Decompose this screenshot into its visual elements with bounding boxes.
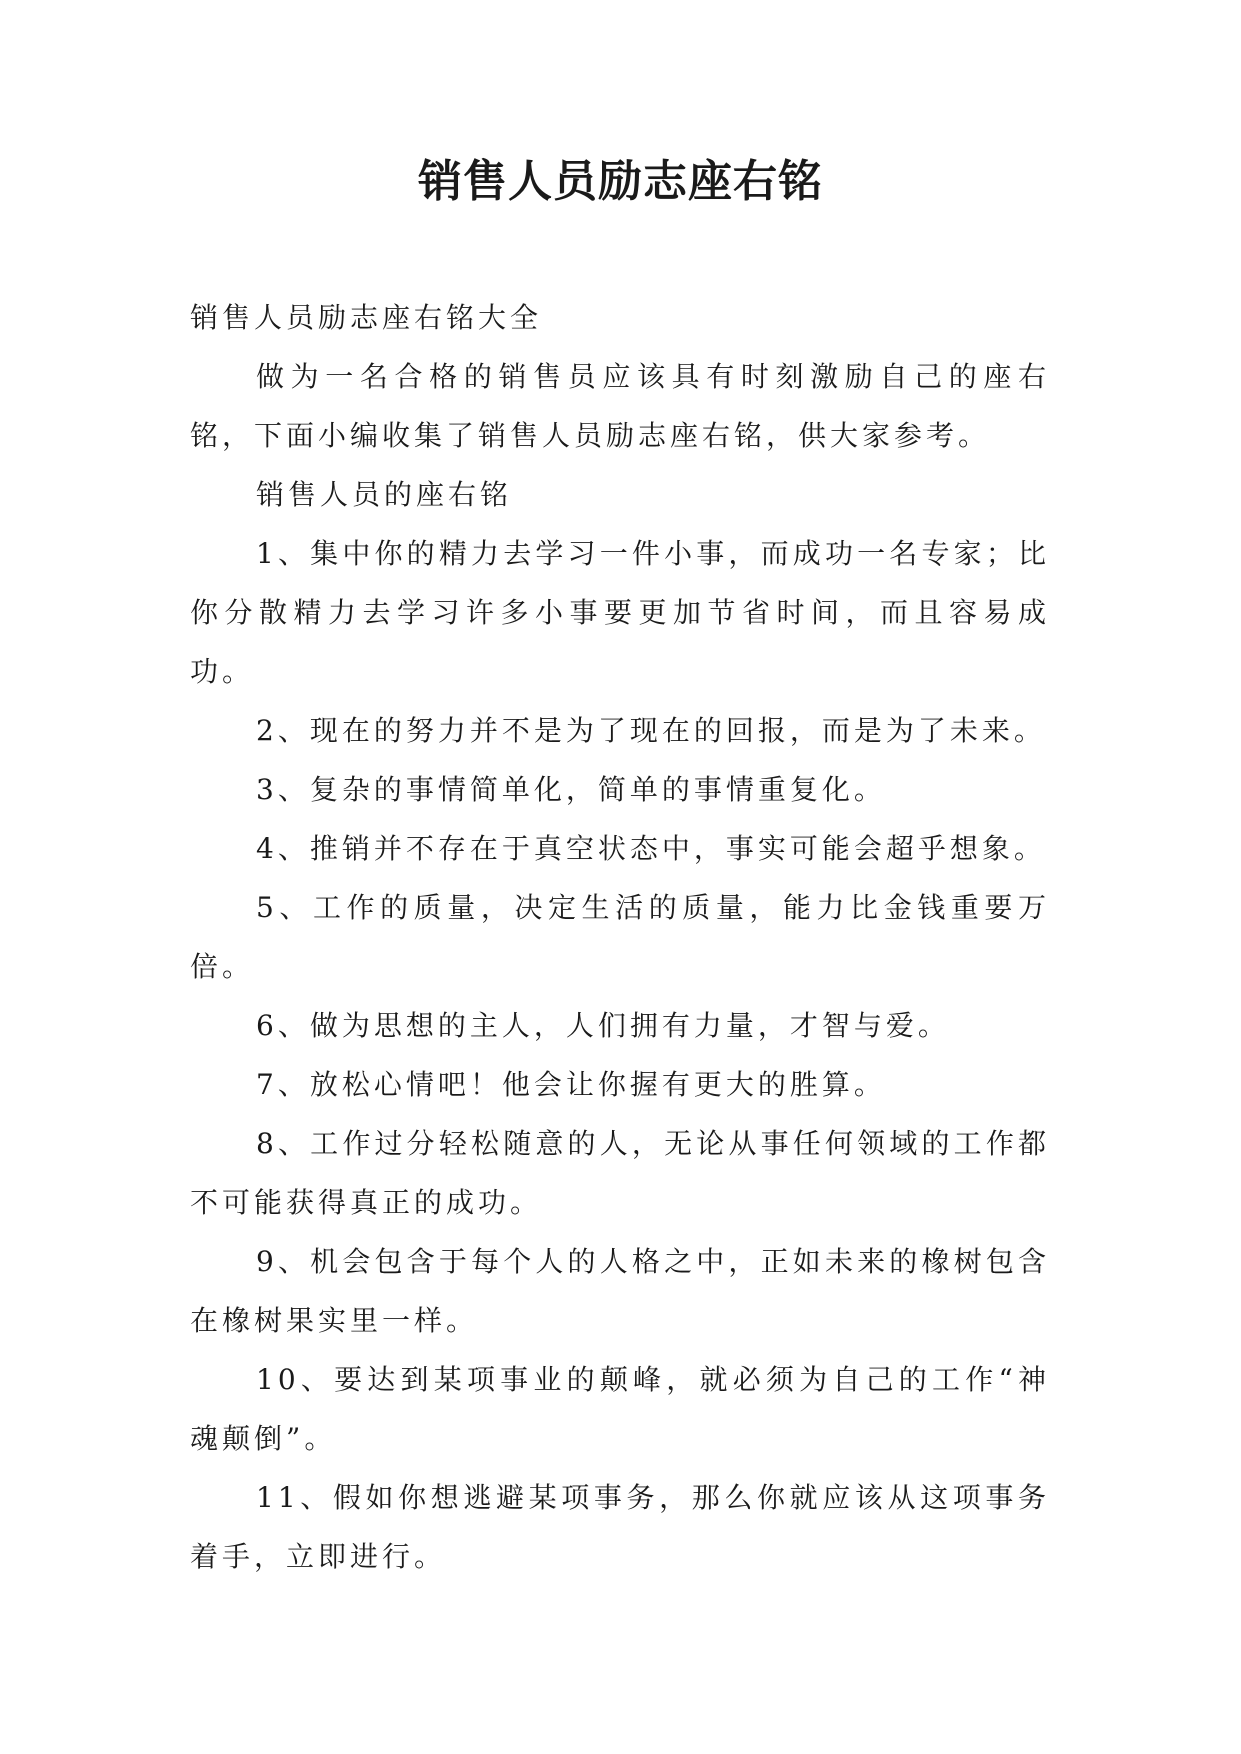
document-body	[190, 288, 1050, 1586]
document-subtitle: 销售人员励志座右铭大全	[190, 301, 543, 334]
motto-item: 8、工作过分轻松随意的人，无论从事任何领域的工作都不可能获得真正的成功。	[190, 1127, 1050, 1219]
motto-item: 11、假如你想逃避某项事务，那么你就应该从这项事务着手，立即进行。	[190, 1481, 1050, 1573]
motto-item: 7、放松心情吧！他会让你握有更大的胜算。	[256, 1068, 886, 1101]
motto-item: 5、工作的质量，决定生活的质量，能力比金钱重要万倍。	[190, 891, 1050, 983]
motto-item: 4、推销并不存在于真空状态中，事实可能会超乎想象。	[256, 832, 1046, 865]
motto-item: 6、做为思想的主人，人们拥有力量，才智与爱。	[256, 1009, 950, 1042]
document-title: 销售人员励志座右铭	[418, 156, 823, 207]
motto-item: 9、机会包含于每个人的人格之中，正如未来的橡树包含在橡树果实里一样。	[190, 1245, 1050, 1337]
motto-item: 1、集中你的精力去学习一件小事，而成功一名专家；比你分散精力去学习许多小事要更加节省时间，而且容易成功。	[190, 537, 1050, 688]
intro-paragraph: 做为一名合格的销售员应该具有时刻激励自己的座右铭，下面小编收集了销售人员励志座右铭，供大家参考。	[190, 360, 1050, 452]
motto-item: 3、复杂的事情简单化，简单的事情重复化。	[256, 773, 886, 806]
section-heading: 销售人员的座右铭	[256, 478, 513, 511]
motto-item: 10、要达到某项事业的颠峰，就必须为自己的工作“神魂颠倒”。	[190, 1363, 1050, 1455]
motto-item: 2、现在的努力并不是为了现在的回报，而是为了未来。	[256, 714, 1046, 747]
